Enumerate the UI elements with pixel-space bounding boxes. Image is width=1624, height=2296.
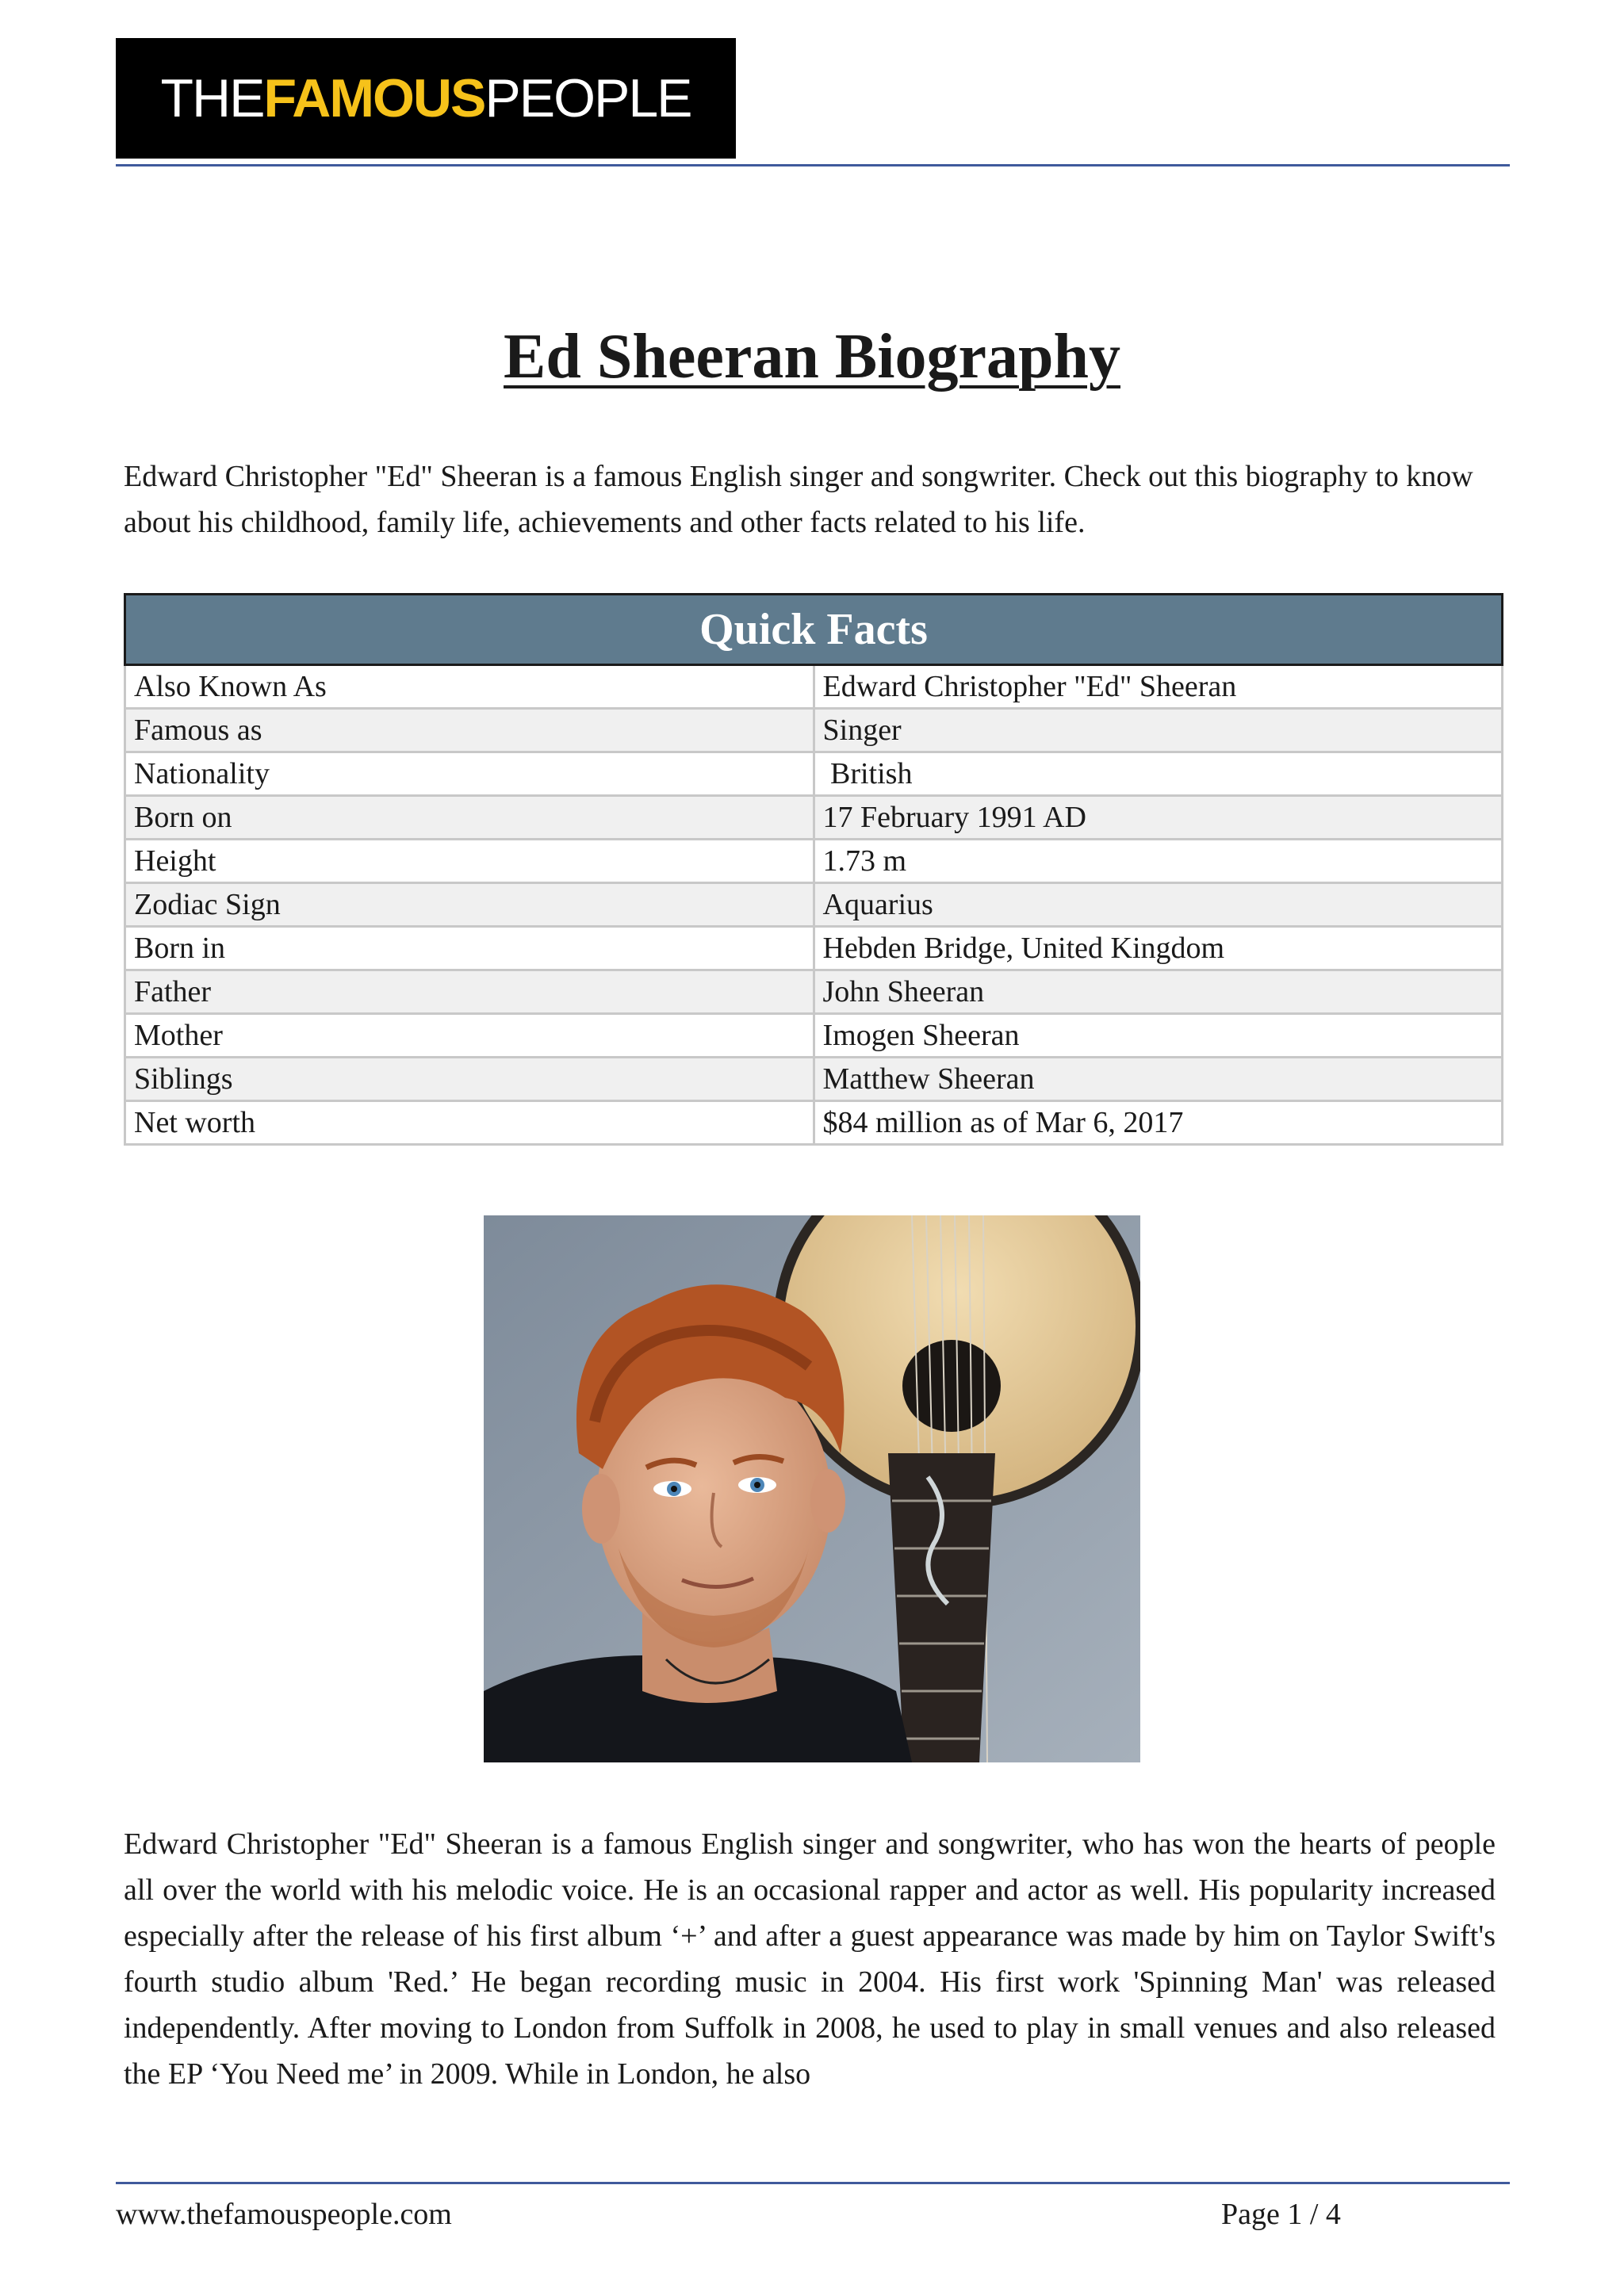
portrait-photo bbox=[484, 1215, 1140, 1762]
quick-facts-heading: Quick Facts bbox=[125, 595, 1503, 665]
fact-label: Siblings bbox=[125, 1058, 814, 1101]
fact-value: Hebden Bridge, United Kingdom bbox=[814, 927, 1503, 970]
fact-value: Edward Christopher "Ed" Sheeran bbox=[814, 665, 1503, 709]
fact-row bbox=[125, 665, 1503, 709]
logo-the: THE bbox=[160, 68, 264, 128]
fact-value: Matthew Sheeran bbox=[814, 1058, 1503, 1101]
fact-value: 17 February 1991 AD bbox=[814, 796, 1503, 840]
intro-paragraph: Edward Christopher "Ed" Sheeran is a famous English singer and songwriter. Check out this biography to know about his childhood, family life, achievements and other facts related to his life. bbox=[124, 460, 1473, 539]
fact-value: Singer bbox=[814, 709, 1503, 752]
fact-row bbox=[125, 752, 1503, 796]
fact-label: Father bbox=[125, 970, 814, 1014]
fact-row bbox=[125, 1014, 1503, 1058]
fact-label: Mother bbox=[125, 1014, 814, 1058]
fact-row bbox=[125, 927, 1503, 970]
fact-row bbox=[125, 883, 1503, 927]
site-logo[interactable] bbox=[116, 38, 736, 159]
header-divider bbox=[116, 164, 1510, 166]
fact-value: $84 million as of Mar 6, 2017 bbox=[814, 1101, 1503, 1145]
page-number: Page 1 / 4 bbox=[1221, 2198, 1341, 2231]
fact-row bbox=[125, 709, 1503, 752]
fact-value: Aquarius bbox=[814, 883, 1503, 927]
fact-label: Born on bbox=[125, 796, 814, 840]
logo-people: PEOPLE bbox=[485, 68, 691, 128]
fact-row bbox=[125, 970, 1503, 1014]
fact-label: Net worth bbox=[125, 1101, 814, 1145]
fact-value: Imogen Sheeran bbox=[814, 1014, 1503, 1058]
fact-row bbox=[125, 840, 1503, 883]
fact-label: Nationality bbox=[125, 752, 814, 796]
fact-row bbox=[125, 1101, 1503, 1145]
logo-famous: FAMOUS bbox=[263, 68, 485, 128]
footer-url-link[interactable]: www.thefamouspeople.com bbox=[116, 2198, 452, 2231]
fact-label: Famous as bbox=[125, 709, 814, 752]
fact-label: Zodiac Sign bbox=[125, 883, 814, 927]
biography-paragraph: Edward Christopher "Ed" Sheeran is a famous English singer and songwriter, who has won the hearts of people all over the world with his melodic voice. He is an occasional rapper and actor as well. His popularity increased especially after the release of his first album ‘+’ and after a guest appearance was made by him on Taylor Swift's fourth studio album 'Red.’ He began recording music in 2004. His first work 'Spinning Man' was released independently. After moving to London from Suffolk in 2008, he used to play in small venues and also released the EP ‘You Need me’ in 2009. While in London, he also bbox=[124, 1827, 1496, 2091]
portrait-illustration bbox=[484, 1215, 1140, 1762]
fact-row bbox=[125, 1058, 1503, 1101]
fact-value: British bbox=[814, 752, 1503, 796]
fact-label: Also Known As bbox=[125, 665, 814, 709]
fact-label: Height bbox=[125, 840, 814, 883]
footer-divider bbox=[116, 2182, 1510, 2184]
fact-row bbox=[125, 796, 1503, 840]
fact-value: John Sheeran bbox=[814, 970, 1503, 1014]
fact-value: 1.73 m bbox=[814, 840, 1503, 883]
quick-facts-table bbox=[124, 593, 1503, 1146]
fact-label: Born in bbox=[125, 927, 814, 970]
page-title: Ed Sheeran Biography bbox=[504, 322, 1120, 392]
